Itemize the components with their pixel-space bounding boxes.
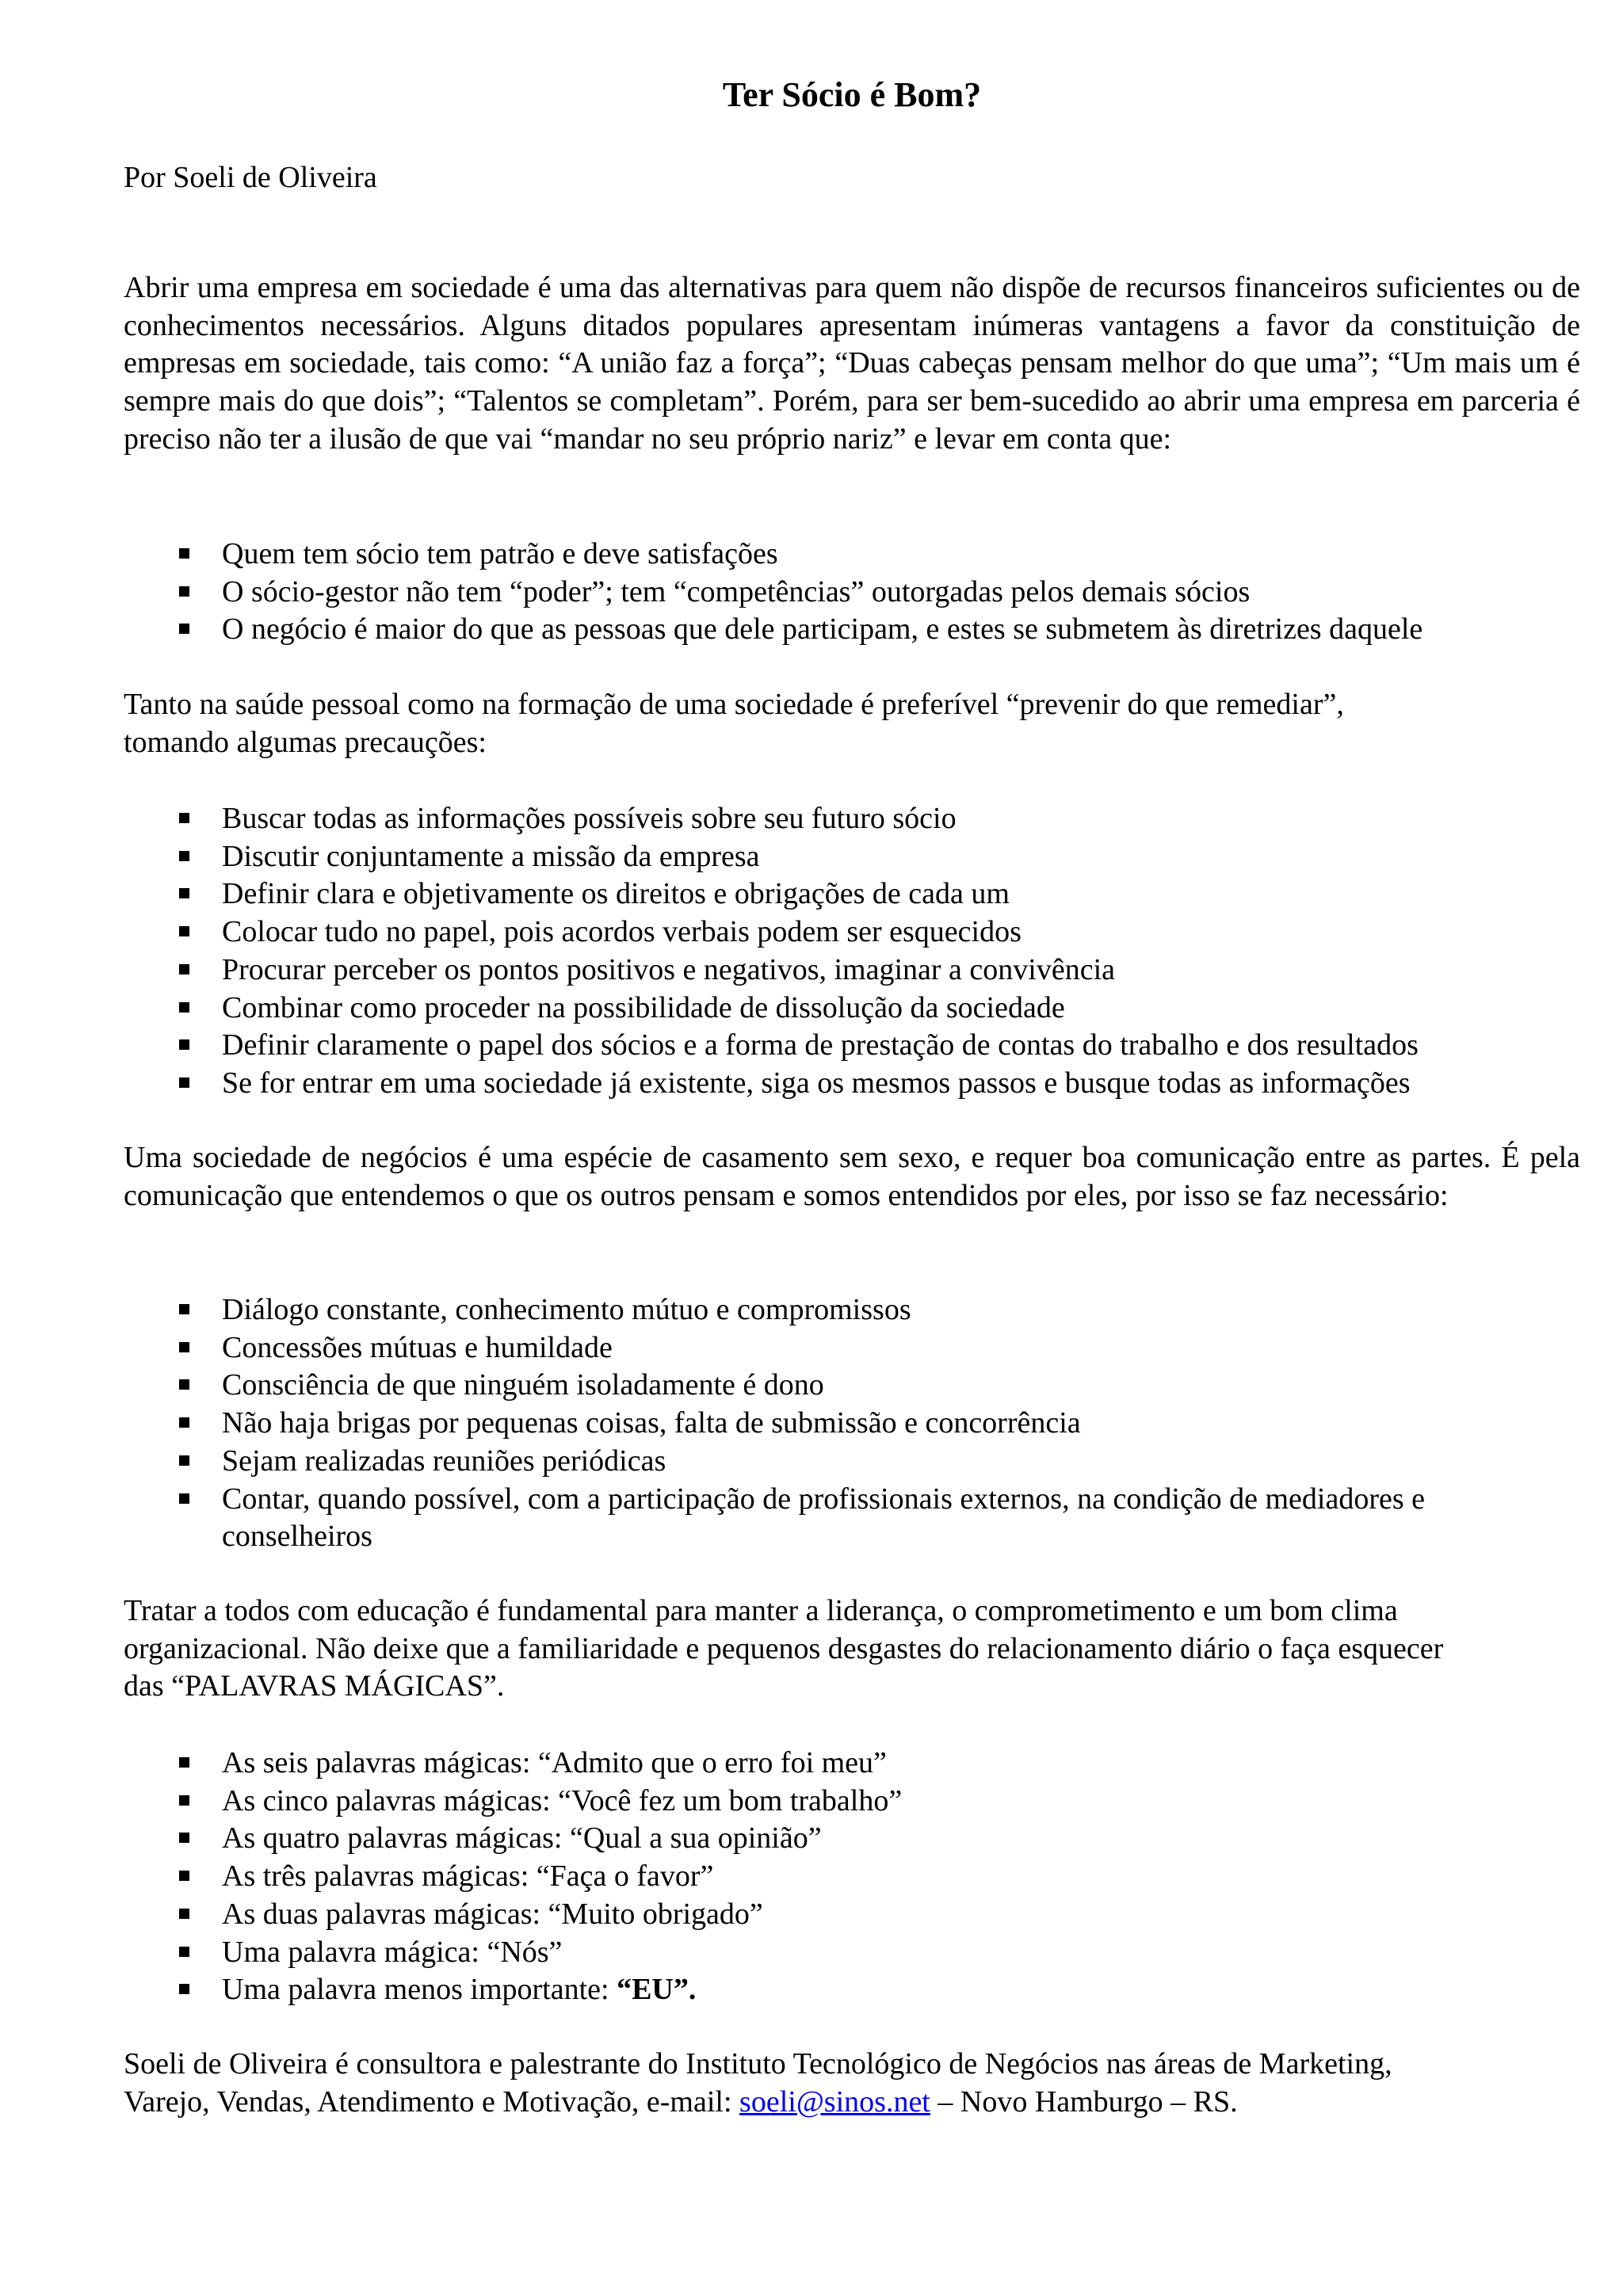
byline: Por Soeli de Oliveira	[124, 161, 377, 194]
list-item: As seis palavras mágicas: “Admito que o erro foi meu”	[178, 1745, 1580, 1783]
bullet-icon	[179, 1002, 189, 1013]
bullet-list-1	[178, 536, 1580, 649]
list-item: As três palavras mágicas: “Faça o favor”	[178, 1858, 1580, 1896]
list-item: Consciência de que ninguém isoladamente é dono	[178, 1367, 1580, 1405]
bullet-icon	[179, 1379, 189, 1390]
bullet-icon	[179, 548, 189, 559]
list-item: Uma palavra mágica: “Nós”	[178, 1934, 1580, 1972]
list-item: Colocar tudo no papel, pois acordos verbais podem ser esquecidos	[178, 913, 1580, 952]
bullet-icon	[179, 1757, 189, 1768]
list-item: Concessões mútuas e humildade	[178, 1329, 1580, 1367]
list-item: O sócio-gestor não tem “poder”; tem “competências” outorgadas pelos demais sócios	[178, 574, 1580, 612]
bullet-icon	[179, 1417, 189, 1428]
list-item: As cinco palavras mágicas: “Você fez um bom trabalho”	[178, 1783, 1580, 1821]
communication-paragraph: Uma sociedade de negócios é uma espécie de casamento sem sexo, e requer boa comunicação entre as partes. É pela comunicação que entendemos o que os outros pensam e somos entendidos por eles, por isso se faz necessário:	[124, 1141, 1580, 1212]
list-item: Uma palavra menos importante: “EU”.	[178, 1971, 1580, 2009]
bullet-icon	[179, 1833, 189, 1843]
list-item: Diálogo constante, conhecimento mútuo e compromissos	[178, 1291, 1580, 1329]
bullet-icon	[179, 1455, 189, 1466]
list-item: Se for entrar em uma sociedade já existente, siga os mesmos passos e busque todas as informações	[178, 1065, 1580, 1103]
bullet-icon	[179, 1493, 189, 1504]
bullet-icon	[179, 1947, 189, 1957]
bullet-icon	[179, 1039, 189, 1050]
page-title: Ter Sócio é Bom?	[722, 75, 982, 114]
list-item: Quem tem sócio tem patrão e deve satisfações	[178, 536, 1580, 574]
precautions-paragraph: Tanto na saúde pessoal como na formação de uma sociedade é preferível “prevenir do que remediar”, tomando algumas precauções:	[124, 688, 1344, 759]
author-footer: Soeli de Oliveira é consultora e palestrante do Instituto Tecnológico de Negócios nas áreas de Marketing, Varejo, Vendas, Atendimento e Motivação, e-mail: soeli@sinos.net – Novo Hamburgo – RS.	[124, 2047, 1392, 2119]
list-item: O negócio é maior do que as pessoas que dele participam, e estes se submetem às diretrizes daquele	[178, 611, 1580, 649]
bullet-icon	[179, 624, 189, 634]
list-item: Não haja brigas por pequenas coisas, falta de submissão e concorrência	[178, 1405, 1580, 1443]
list-item: Buscar todas as informações possíveis sobre seu futuro sócio	[178, 800, 1580, 838]
bullet-icon	[179, 926, 189, 936]
bullet-icon	[179, 1342, 189, 1352]
list-item: Procurar perceber os pontos positivos e negativos, imaginar a convivência	[178, 952, 1580, 990]
list-item: Contar, quando possível, com a participação de profissionais externos, na condição de mediadores e conselheiros	[178, 1481, 1580, 1556]
bullet-icon	[179, 888, 189, 898]
bullet-icon	[179, 1984, 189, 1994]
bullet-icon	[179, 813, 189, 823]
bullet-icon	[179, 1077, 189, 1088]
bullet-list-3	[178, 1291, 1580, 1556]
intro-paragraph: Abrir uma empresa em sociedade é uma das alternativas para quem não dispõe de recursos financeiros suficientes ou de conhecimentos necessários. Alguns ditados populares apresentam inúmeras vantagens a favor da constituição de empresas em sociedade, tais como: “A união faz a força”; “Duas cabeças pensam melhor do que uma”; “Um mais um é sempre mais do que dois”; “Talentos se completam”. Porém, para ser bem-sucedido ao abrir uma empresa em parceria é preciso não ter a ilusão de que vai “mandar no seu próprio nariz” e levar em conta que:	[124, 271, 1580, 456]
list-item: Combinar como proceder na possibilidade de dissolução da sociedade	[178, 990, 1580, 1028]
bullet-icon	[179, 586, 189, 597]
bullet-list-4	[178, 1745, 1580, 2009]
list-item: Discutir conjuntamente a missão da empresa	[178, 838, 1580, 876]
list-item: Definir claramente o papel dos sócios e a forma de prestação de contas do trabalho e dos resultados	[178, 1027, 1580, 1065]
politeness-paragraph: Tratar a todos com educação é fundamental para manter a liderança, o comprometimento e um bom clima organizacional. Não deixe que a familiaridade e pequenos desgastes do relacionamento diário o faça esquecer das “PALAVRAS MÁGICAS”.	[124, 1594, 1444, 1703]
bullet-icon	[179, 1909, 189, 1919]
bullet-icon	[179, 851, 189, 861]
bullet-icon	[179, 1871, 189, 1881]
bullet-icon	[179, 1795, 189, 1806]
list-item: As quatro palavras mágicas: “Qual a sua opinião”	[178, 1820, 1580, 1858]
email-link[interactable]: soeli@sinos.net	[739, 2084, 930, 2119]
list-item: Definir clara e objetivamente os direitos e obrigações de cada um	[178, 875, 1580, 913]
bullet-icon	[179, 964, 189, 974]
list-item: As duas palavras mágicas: “Muito obrigado”	[178, 1896, 1580, 1934]
bullet-list-2	[178, 800, 1580, 1103]
list-item: Sejam realizadas reuniões periódicas	[178, 1443, 1580, 1481]
bold-eu: “EU”.	[617, 1973, 697, 2007]
bullet-icon	[179, 1304, 189, 1314]
